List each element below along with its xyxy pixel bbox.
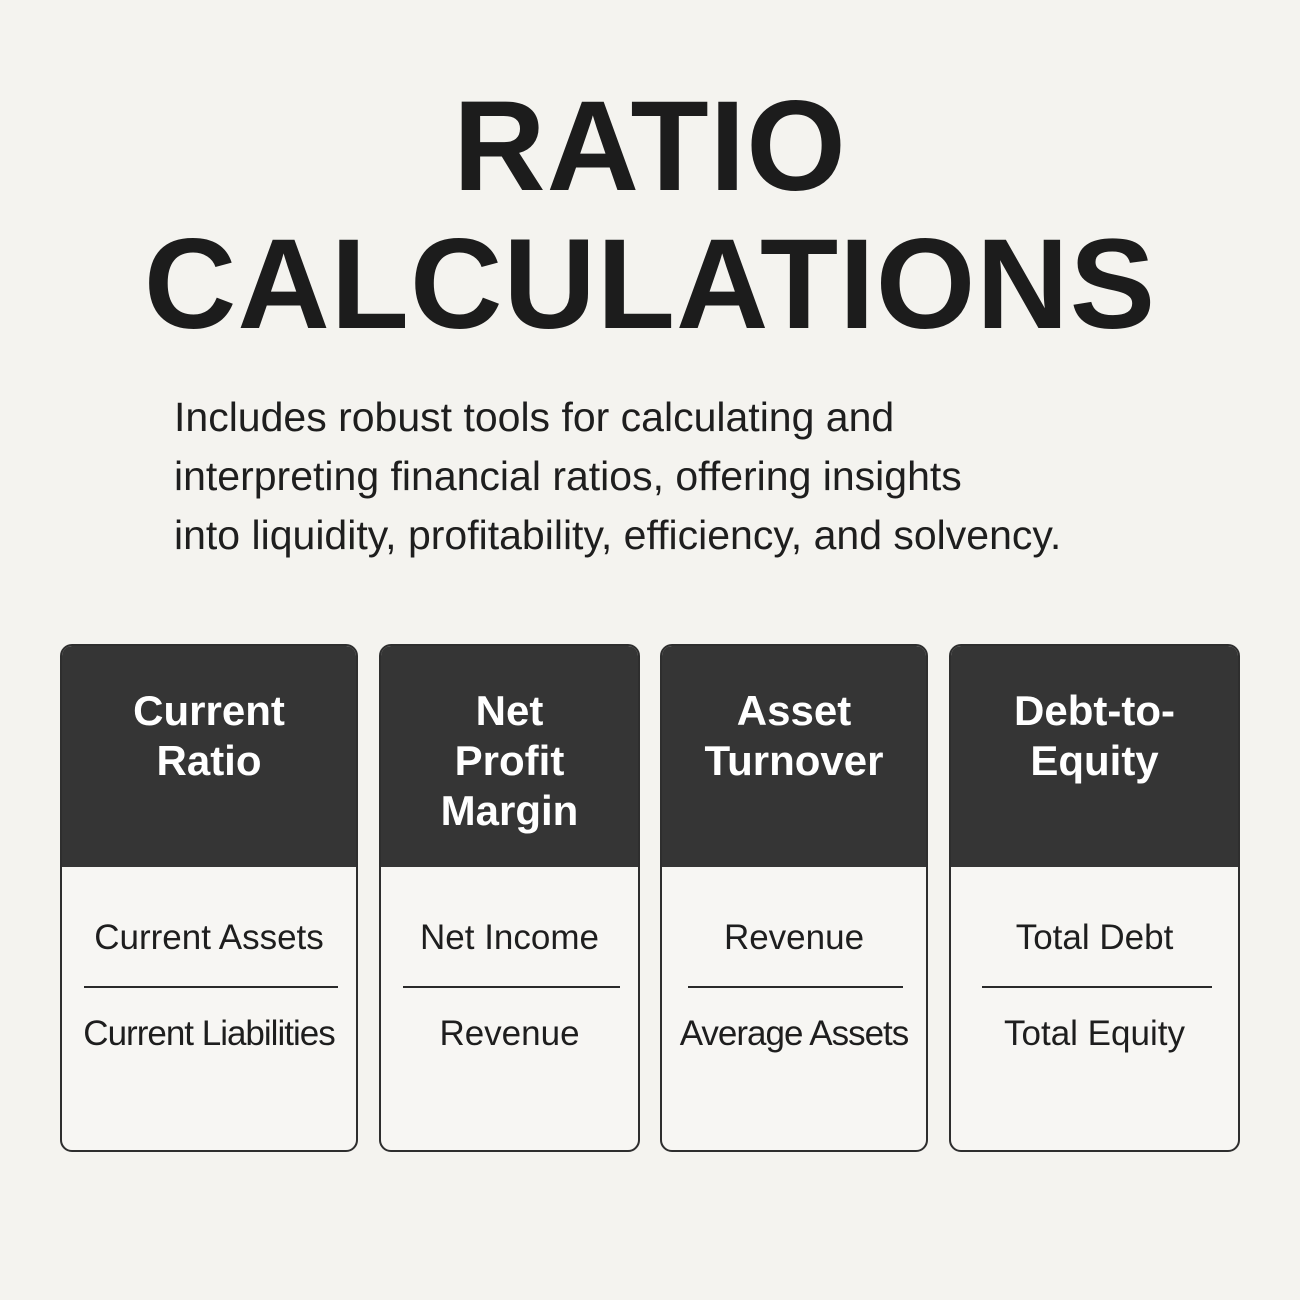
fraction-divider [403, 986, 620, 988]
denominator: Average Assets [679, 1014, 909, 1053]
numerator: Current Assets [94, 918, 324, 957]
numerator: Total Debt [1015, 918, 1174, 957]
card-title-line: Margin [440, 787, 579, 834]
denominator: Revenue [439, 1014, 580, 1053]
ratio-card-asset-turnover [660, 644, 928, 1152]
card-title-line: Equity [1030, 737, 1159, 784]
card-title-line: Current [133, 687, 285, 734]
card-title-line: Profit [454, 737, 565, 784]
ratio-card-current-ratio [60, 644, 358, 1152]
page-title-line-2: CALCULATIONS [143, 213, 1157, 356]
description-line-2: interpreting financial ratios, offering insights [174, 453, 962, 499]
fraction-divider [982, 986, 1212, 988]
numerator: Net Income [420, 918, 599, 957]
description [174, 388, 1274, 565]
description-line-1: Includes robust tools for calculating and [174, 394, 895, 440]
denominator: Total Equity [1004, 1014, 1185, 1053]
card-header [381, 646, 638, 867]
description-line-3: into liquidity, profitability, efficiency, and solvency. [174, 512, 1062, 558]
ratio-card-debt-to-equity [949, 644, 1240, 1152]
card-header [662, 646, 926, 867]
ratio-card-net-profit-margin [379, 644, 640, 1152]
card-title-line: Net [475, 687, 544, 734]
card-title-line: Asset [736, 687, 852, 734]
card-title-line: Ratio [156, 737, 262, 784]
fraction-divider [688, 986, 903, 988]
page-title-line-1: RATIO [453, 75, 847, 218]
card-title-line: Debt-to- [1014, 687, 1175, 734]
card-title-line: Turnover [704, 737, 884, 784]
fraction-divider [84, 986, 338, 988]
denominator: Current Liabilities [83, 1014, 335, 1053]
page-title [0, 75, 1300, 356]
card-header [62, 646, 356, 867]
numerator: Revenue [723, 918, 865, 957]
card-header [951, 646, 1238, 867]
